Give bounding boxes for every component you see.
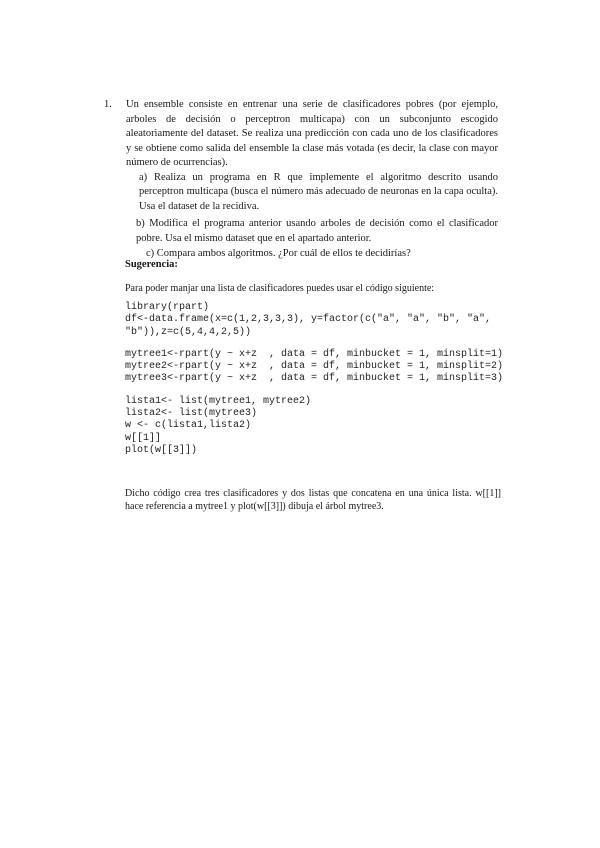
question-block	[104, 98, 498, 262]
code-line: plot(w[[3]])	[125, 444, 198, 456]
code-group-setup	[125, 302, 505, 339]
suggestion-title: Sugerencia:	[125, 259, 178, 270]
code-line: library(rpart)	[125, 302, 210, 313]
code-line: mytree2<-rpart(y ~ x+z , data = df, minbucket = 1, minsplit=2)	[125, 361, 504, 373]
question-text: Un ensemble consiste en entrenar una serie de clasificadores pobres (por ejemplo, arboles de decisión o perceptron multicapa) con un subconjunto escogido aleatoriamente del dataset. Se realiza una predicción con cada uno de los clasificadores y se obtiene como salida del ensemble la clase más votada (es decir, la clase con mayor número de ocurrencias).	[126, 99, 498, 168]
code-line: "b")),z=c(5,4,4,2,5))	[125, 326, 252, 338]
code-block	[125, 302, 505, 457]
code-line: lista2<- list(mytree3)	[125, 408, 258, 420]
code-line: w <- c(lista1,lista2)	[125, 420, 252, 432]
subquestion-c: c) Compara ambos algoritmos. ¿Por cuál de ellos te decidirías?	[146, 248, 411, 259]
code-line: df<-data.frame(x=c(1,2,3,3,3), y=factor(c("a", "a", "b", "a",	[125, 314, 492, 326]
code-line: w[[1]]	[125, 432, 162, 444]
code-line: mytree1<-rpart(y ~ x+z , data = df, minbucket = 1, minsplit=1)	[125, 348, 504, 360]
subquestion-b: b) Modifica el programa anterior usando arboles de decisión como el clasificador pobre. Usa el mismo dataset que en el apartado anterior.	[136, 218, 498, 244]
code-group-lists	[125, 396, 505, 457]
code-line: lista1<- list(mytree1, mytree2)	[125, 395, 312, 407]
suggestion-intro: Para poder manjar una lista de clasificadores puedes usar el código siguiente:	[125, 283, 435, 294]
suggestion-outro: Dicho código crea tres clasificadores y dos listas que concatena en una única lista. w[[1]] hace referencia a mytree1 y plot(w[[3]]) dibuja el árbol mytree3.	[125, 488, 501, 512]
subquestion-a: a) Realiza un programa en R que implemente el algoritmo descrito usando perceptron multicapa (busca el número más adecuado de neuronas en la capa oculta). Usa el dataset de la recidiva.	[139, 171, 498, 212]
code-line: mytree3<-rpart(y ~ x+z , data = df, minbucket = 1, minsplit=3)	[125, 373, 504, 385]
question-number: 1.	[104, 99, 112, 110]
code-group-trees	[125, 349, 505, 386]
